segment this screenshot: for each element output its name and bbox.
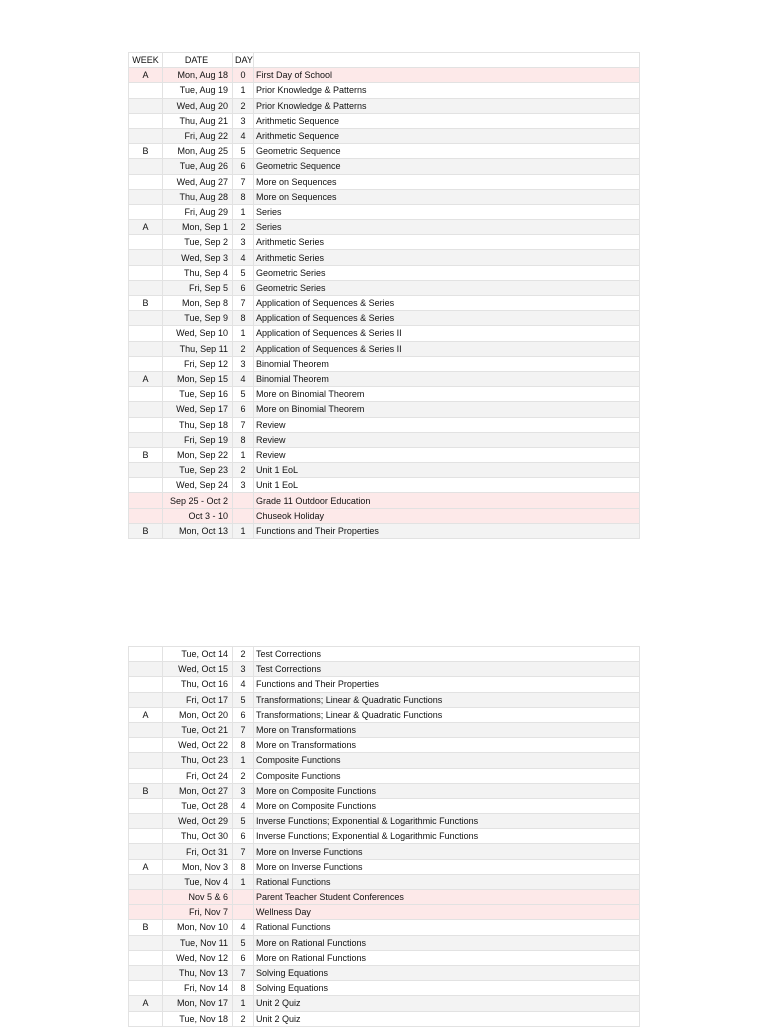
topic-cell: Application of Sequences & Series (254, 311, 640, 326)
highlighted-row (129, 68, 640, 83)
topic-cell: More on Binomial Theorem (254, 402, 640, 417)
week-cell (129, 432, 163, 447)
week-cell: A (129, 996, 163, 1011)
week-cell (129, 128, 163, 143)
day-cell: 3 (233, 356, 254, 371)
date-cell: Thu, Sep 11 (163, 341, 233, 356)
day-cell: 7 (233, 417, 254, 432)
day-cell: 2 (233, 647, 254, 662)
day-cell: 8 (233, 859, 254, 874)
date-cell: Mon, Aug 25 (163, 144, 233, 159)
topic-cell: Series (254, 220, 640, 235)
week-cell (129, 768, 163, 783)
topic-cell: Arithmetic Sequence (254, 113, 640, 128)
topic-cell: Unit 1 EoL (254, 478, 640, 493)
date-cell: Tue, Oct 28 (163, 798, 233, 813)
date-cell: Tue, Sep 23 (163, 463, 233, 478)
week-cell (129, 250, 163, 265)
week-cell (129, 844, 163, 859)
week-cell (129, 417, 163, 432)
topic-cell: More on Transformations (254, 722, 640, 737)
week-cell: B (129, 447, 163, 462)
date-cell: Tue, Nov 11 (163, 935, 233, 950)
date-cell: Thu, Oct 16 (163, 677, 233, 692)
topic-cell: Rational Functions (254, 874, 640, 889)
date-cell: Fri, Aug 22 (163, 128, 233, 143)
date-cell: Tue, Nov 4 (163, 874, 233, 889)
day-cell: 0 (233, 68, 254, 83)
topic-cell: Solving Equations (254, 981, 640, 996)
date-cell: Wed, Nov 12 (163, 950, 233, 965)
topic-cell: More on Sequences (254, 174, 640, 189)
day-cell: 3 (233, 662, 254, 677)
date-cell: Fri, Oct 31 (163, 844, 233, 859)
date-cell: Mon, Oct 20 (163, 707, 233, 722)
date-cell: Wed, Aug 27 (163, 174, 233, 189)
day-cell: 7 (233, 722, 254, 737)
topic-cell: Unit 2 Quiz (254, 1011, 640, 1026)
day-cell: 7 (233, 174, 254, 189)
table-row (129, 402, 640, 417)
day-cell (233, 508, 254, 523)
topic-cell: More on Transformations (254, 738, 640, 753)
day-cell (233, 890, 254, 905)
table-row (129, 174, 640, 189)
table-row (129, 722, 640, 737)
topic-cell: Rational Functions (254, 920, 640, 935)
topic-cell: Geometric Sequence (254, 144, 640, 159)
week-cell: B (129, 920, 163, 935)
date-cell: Fri, Sep 5 (163, 280, 233, 295)
topic-cell: Functions and Their Properties (254, 677, 640, 692)
table-row (129, 447, 640, 462)
topic-cell: Application of Sequences & Series II (254, 326, 640, 341)
header-topic (254, 53, 640, 68)
day-cell: 6 (233, 159, 254, 174)
table-row (129, 356, 640, 371)
topic-cell: First Day of School (254, 68, 640, 83)
day-cell: 5 (233, 265, 254, 280)
day-cell (233, 905, 254, 920)
table-row (129, 98, 640, 113)
week-cell: A (129, 859, 163, 874)
topic-cell: Arithmetic Sequence (254, 128, 640, 143)
week-cell (129, 905, 163, 920)
day-cell: 4 (233, 371, 254, 386)
date-cell: Mon, Nov 10 (163, 920, 233, 935)
day-cell (233, 493, 254, 508)
topic-cell: More on Composite Functions (254, 798, 640, 813)
week-cell (129, 341, 163, 356)
table-row (129, 463, 640, 478)
topic-cell: Application of Sequences & Series (254, 296, 640, 311)
week-cell (129, 280, 163, 295)
table-row (129, 920, 640, 935)
week-cell (129, 950, 163, 965)
date-cell: Fri, Oct 17 (163, 692, 233, 707)
topic-cell: Inverse Functions; Exponential & Logarithmic Functions (254, 814, 640, 829)
week-cell (129, 493, 163, 508)
topic-cell: Transformations; Linear & Quadratic Functions (254, 692, 640, 707)
table-row (129, 647, 640, 662)
topic-cell: Series (254, 204, 640, 219)
highlighted-row (129, 890, 640, 905)
topic-cell: More on Rational Functions (254, 935, 640, 950)
week-cell (129, 311, 163, 326)
day-cell: 1 (233, 204, 254, 219)
date-cell: Wed, Oct 22 (163, 738, 233, 753)
day-cell: 4 (233, 128, 254, 143)
table-row (129, 204, 640, 219)
table-row (129, 965, 640, 980)
table-row (129, 159, 640, 174)
day-cell: 7 (233, 965, 254, 980)
table-row (129, 859, 640, 874)
table-row (129, 296, 640, 311)
day-cell: 1 (233, 874, 254, 889)
table-row (129, 189, 640, 204)
week-cell: B (129, 144, 163, 159)
date-cell: Mon, Nov 3 (163, 859, 233, 874)
date-cell: Wed, Sep 24 (163, 478, 233, 493)
table-row (129, 341, 640, 356)
week-cell (129, 174, 163, 189)
day-cell: 5 (233, 935, 254, 950)
date-cell: Wed, Oct 29 (163, 814, 233, 829)
table-row (129, 478, 640, 493)
day-cell: 1 (233, 83, 254, 98)
week-cell (129, 356, 163, 371)
date-cell: Mon, Sep 22 (163, 447, 233, 462)
week-cell (129, 965, 163, 980)
date-cell: Wed, Aug 20 (163, 98, 233, 113)
week-cell (129, 189, 163, 204)
date-cell: Thu, Aug 28 (163, 189, 233, 204)
table-row (129, 235, 640, 250)
date-cell: Wed, Oct 15 (163, 662, 233, 677)
date-cell: Mon, Sep 1 (163, 220, 233, 235)
day-cell: 1 (233, 326, 254, 341)
topic-cell: Geometric Sequence (254, 159, 640, 174)
day-cell: 5 (233, 144, 254, 159)
schedule-table-page-2 (128, 646, 640, 1027)
topic-cell: Unit 1 EoL (254, 463, 640, 478)
week-cell (129, 204, 163, 219)
date-cell: Tue, Nov 18 (163, 1011, 233, 1026)
date-cell: Wed, Sep 17 (163, 402, 233, 417)
week-cell: B (129, 783, 163, 798)
table-row (129, 798, 640, 813)
topic-cell: More on Composite Functions (254, 783, 640, 798)
day-cell: 2 (233, 341, 254, 356)
date-cell: Wed, Sep 3 (163, 250, 233, 265)
date-cell: Oct 3 - 10 (163, 508, 233, 523)
week-cell (129, 402, 163, 417)
table-row (129, 371, 640, 386)
topic-cell: Composite Functions (254, 768, 640, 783)
topic-cell: Transformations; Linear & Quadratic Functions (254, 707, 640, 722)
topic-cell: Review (254, 447, 640, 462)
week-cell (129, 159, 163, 174)
date-cell: Tue, Oct 14 (163, 647, 233, 662)
day-cell: 6 (233, 950, 254, 965)
highlighted-row (129, 493, 640, 508)
week-cell (129, 83, 163, 98)
header-day: DAY (233, 53, 254, 68)
date-cell: Tue, Sep 16 (163, 387, 233, 402)
table-row (129, 996, 640, 1011)
day-cell: 2 (233, 220, 254, 235)
date-cell: Fri, Sep 19 (163, 432, 233, 447)
week-cell (129, 235, 163, 250)
topic-cell: Unit 2 Quiz (254, 996, 640, 1011)
topic-cell: Prior Knowledge & Patterns (254, 83, 640, 98)
table-row (129, 265, 640, 280)
topic-cell: Test Corrections (254, 662, 640, 677)
table-row (129, 981, 640, 996)
date-cell: Thu, Nov 13 (163, 965, 233, 980)
week-cell (129, 662, 163, 677)
table-row (129, 387, 640, 402)
week-cell (129, 874, 163, 889)
schedule-table-page-1 (128, 52, 640, 539)
date-cell: Thu, Oct 30 (163, 829, 233, 844)
week-cell (129, 387, 163, 402)
date-cell: Mon, Oct 13 (163, 523, 233, 538)
highlighted-row (129, 508, 640, 523)
table-row (129, 844, 640, 859)
table-row (129, 753, 640, 768)
week-cell (129, 981, 163, 996)
day-cell: 8 (233, 189, 254, 204)
week-cell (129, 478, 163, 493)
topic-cell: Inverse Functions; Exponential & Logarithmic Functions (254, 829, 640, 844)
table-row (129, 814, 640, 829)
week-cell (129, 463, 163, 478)
week-cell (129, 98, 163, 113)
table-row (129, 523, 640, 538)
day-cell: 8 (233, 311, 254, 326)
date-cell: Tue, Aug 26 (163, 159, 233, 174)
date-cell: Tue, Sep 9 (163, 311, 233, 326)
date-cell: Thu, Aug 21 (163, 113, 233, 128)
date-cell: Fri, Sep 12 (163, 356, 233, 371)
table-row (129, 662, 640, 677)
week-cell: A (129, 371, 163, 386)
date-cell: Tue, Aug 19 (163, 83, 233, 98)
table-row (129, 829, 640, 844)
date-cell: Thu, Sep 18 (163, 417, 233, 432)
topic-cell: More on Inverse Functions (254, 859, 640, 874)
table-row (129, 220, 640, 235)
table-row (129, 874, 640, 889)
header-week: WEEK (129, 53, 163, 68)
topic-cell: Solving Equations (254, 965, 640, 980)
day-cell: 4 (233, 250, 254, 265)
date-cell: Tue, Oct 21 (163, 722, 233, 737)
week-cell (129, 113, 163, 128)
topic-cell: Grade 11 Outdoor Education (254, 493, 640, 508)
date-cell: Nov 5 & 6 (163, 890, 233, 905)
week-cell (129, 647, 163, 662)
week-cell: B (129, 523, 163, 538)
week-cell (129, 935, 163, 950)
topic-cell: Application of Sequences & Series II (254, 341, 640, 356)
topic-cell: More on Binomial Theorem (254, 387, 640, 402)
week-cell (129, 753, 163, 768)
date-cell: Mon, Nov 17 (163, 996, 233, 1011)
schedule-table-body (129, 53, 640, 539)
table-row (129, 250, 640, 265)
date-cell: Fri, Oct 24 (163, 768, 233, 783)
day-cell: 4 (233, 798, 254, 813)
date-cell: Fri, Aug 29 (163, 204, 233, 219)
date-cell: Thu, Sep 4 (163, 265, 233, 280)
week-cell: B (129, 296, 163, 311)
date-cell: Mon, Sep 8 (163, 296, 233, 311)
week-cell (129, 798, 163, 813)
table-row (129, 417, 640, 432)
week-cell (129, 738, 163, 753)
highlighted-row (129, 905, 640, 920)
day-cell: 6 (233, 707, 254, 722)
week-cell (129, 890, 163, 905)
table-row (129, 432, 640, 447)
table-row (129, 935, 640, 950)
day-cell: 7 (233, 296, 254, 311)
day-cell: 3 (233, 235, 254, 250)
table-row (129, 783, 640, 798)
day-cell: 6 (233, 402, 254, 417)
week-cell (129, 326, 163, 341)
day-cell: 5 (233, 387, 254, 402)
topic-cell: Arithmetic Series (254, 250, 640, 265)
table-row (129, 768, 640, 783)
day-cell: 3 (233, 783, 254, 798)
topic-cell: Binomial Theorem (254, 371, 640, 386)
topic-cell: Geometric Series (254, 265, 640, 280)
table-row (129, 280, 640, 295)
day-cell: 4 (233, 677, 254, 692)
topic-cell: More on Sequences (254, 189, 640, 204)
week-cell (129, 814, 163, 829)
table-row (129, 113, 640, 128)
day-cell: 5 (233, 692, 254, 707)
week-cell: A (129, 220, 163, 235)
date-cell: Mon, Sep 15 (163, 371, 233, 386)
topic-cell: Test Corrections (254, 647, 640, 662)
week-cell (129, 677, 163, 692)
week-cell (129, 829, 163, 844)
topic-cell: Chuseok Holiday (254, 508, 640, 523)
topic-cell: Parent Teacher Student Conferences (254, 890, 640, 905)
day-cell: 8 (233, 738, 254, 753)
day-cell: 1 (233, 447, 254, 462)
week-cell (129, 508, 163, 523)
date-cell: Mon, Aug 18 (163, 68, 233, 83)
table-row (129, 326, 640, 341)
day-cell: 5 (233, 814, 254, 829)
day-cell: 2 (233, 768, 254, 783)
date-cell: Thu, Oct 23 (163, 753, 233, 768)
schedule-table-body (129, 647, 640, 1027)
date-cell: Sep 25 - Oct 2 (163, 493, 233, 508)
day-cell: 2 (233, 1011, 254, 1026)
day-cell: 8 (233, 981, 254, 996)
table-row (129, 677, 640, 692)
day-cell: 4 (233, 920, 254, 935)
week-cell (129, 692, 163, 707)
topic-cell: Review (254, 432, 640, 447)
date-cell: Mon, Oct 27 (163, 783, 233, 798)
day-cell: 6 (233, 280, 254, 295)
day-cell: 6 (233, 829, 254, 844)
topic-cell: Composite Functions (254, 753, 640, 768)
table-row (129, 707, 640, 722)
table-row (129, 738, 640, 753)
topic-cell: More on Rational Functions (254, 950, 640, 965)
table-row (129, 144, 640, 159)
day-cell: 1 (233, 753, 254, 768)
day-cell: 2 (233, 463, 254, 478)
week-cell: A (129, 707, 163, 722)
week-cell (129, 265, 163, 280)
topic-cell: Review (254, 417, 640, 432)
topic-cell: Prior Knowledge & Patterns (254, 98, 640, 113)
topic-cell: Wellness Day (254, 905, 640, 920)
day-cell: 1 (233, 996, 254, 1011)
topic-cell: More on Inverse Functions (254, 844, 640, 859)
day-cell: 8 (233, 432, 254, 447)
header-date: DATE (163, 53, 233, 68)
day-cell: 3 (233, 478, 254, 493)
date-cell: Fri, Nov 7 (163, 905, 233, 920)
week-cell (129, 722, 163, 737)
day-cell: 3 (233, 113, 254, 128)
table-row (129, 950, 640, 965)
table-row (129, 311, 640, 326)
date-cell: Tue, Sep 2 (163, 235, 233, 250)
date-cell: Wed, Sep 10 (163, 326, 233, 341)
table-row (129, 83, 640, 98)
table-row (129, 692, 640, 707)
day-cell: 2 (233, 98, 254, 113)
topic-cell: Functions and Their Properties (254, 523, 640, 538)
topic-cell: Geometric Series (254, 280, 640, 295)
table-row (129, 128, 640, 143)
topic-cell: Arithmetic Series (254, 235, 640, 250)
week-cell: A (129, 68, 163, 83)
day-cell: 1 (233, 523, 254, 538)
day-cell: 7 (233, 844, 254, 859)
header-row (129, 53, 640, 68)
date-cell: Fri, Nov 14 (163, 981, 233, 996)
topic-cell: Binomial Theorem (254, 356, 640, 371)
